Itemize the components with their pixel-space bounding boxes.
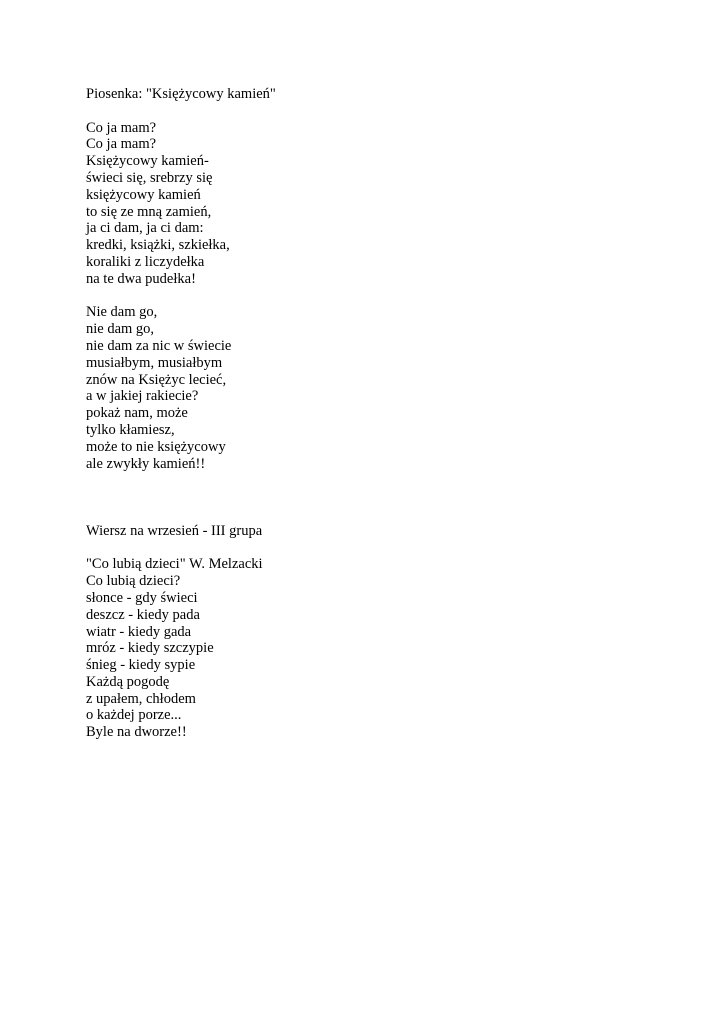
stanza-line: znów na Księżyc lecieć, [86,371,227,388]
poem-line: deszcz - kiedy pada [86,606,200,623]
stanza-line: nie dam go, [86,321,155,338]
song-stanza-2 [86,304,646,472]
stanza-line: a w jakiej rakiecie? [86,388,199,405]
blank-line [86,103,646,120]
stanza-line: pokaż nam, może [86,405,188,422]
blank-lines [86,472,646,522]
stanza-line: księżycowy kamień [86,186,201,203]
poem-line: Byle na dworze!! [86,724,187,741]
stanza-line: może to nie księżycowy [86,438,226,455]
stanza-line: musiałbym, musiałbym [86,354,223,371]
stanza-line: ale zwykły kamień!! [86,455,206,472]
poem-line: śnieg - kiedy sypie [86,657,196,674]
blank-line [86,540,646,557]
song-title: Piosenka: "Księżycowy kamień" [86,86,276,102]
poem-line: słonce - gdy świeci [86,589,198,606]
poem-line: Co lubią dzieci? [86,573,181,590]
poem-line: wiatr - kiedy gada [86,623,192,640]
stanza-line: świeci się, srebrzy się [86,169,213,186]
stanza-line: nie dam za nic w świecie [86,337,232,354]
poem-title: "Co lubią dzieci" W. Melzacki [86,556,263,573]
song-stanza-1 [86,120,646,288]
poem-body [86,573,646,741]
stanza-line: tylko kłamiesz, [86,421,175,438]
stanza-line: to się ze mną zamień, [86,203,212,220]
stanza-line: Co ja mam? [86,119,157,136]
poem-line: o każdej porze... [86,707,182,724]
poem-line: mróz - kiedy szczypie [86,640,214,657]
stanza-line: na te dwa pudełka! [86,270,196,287]
document-text [86,86,646,741]
stanza-line: Nie dam go, [86,304,158,321]
poem-heading: Wiersz na wrzesień - III grupa [86,522,263,539]
stanza-line: kredki, książki, szkiełka, [86,237,230,254]
poem-line: z upałem, chłodem [86,690,196,707]
blank-line [86,288,646,305]
stanza-line: koraliki z liczydełka [86,253,205,270]
stanza-line: Co ja mam? [86,136,157,153]
poem-line: Każdą pogodę [86,673,170,690]
stanza-line: ja ci dam, ja ci dam: [86,220,204,237]
stanza-line: Księżycowy kamień- [86,153,209,170]
